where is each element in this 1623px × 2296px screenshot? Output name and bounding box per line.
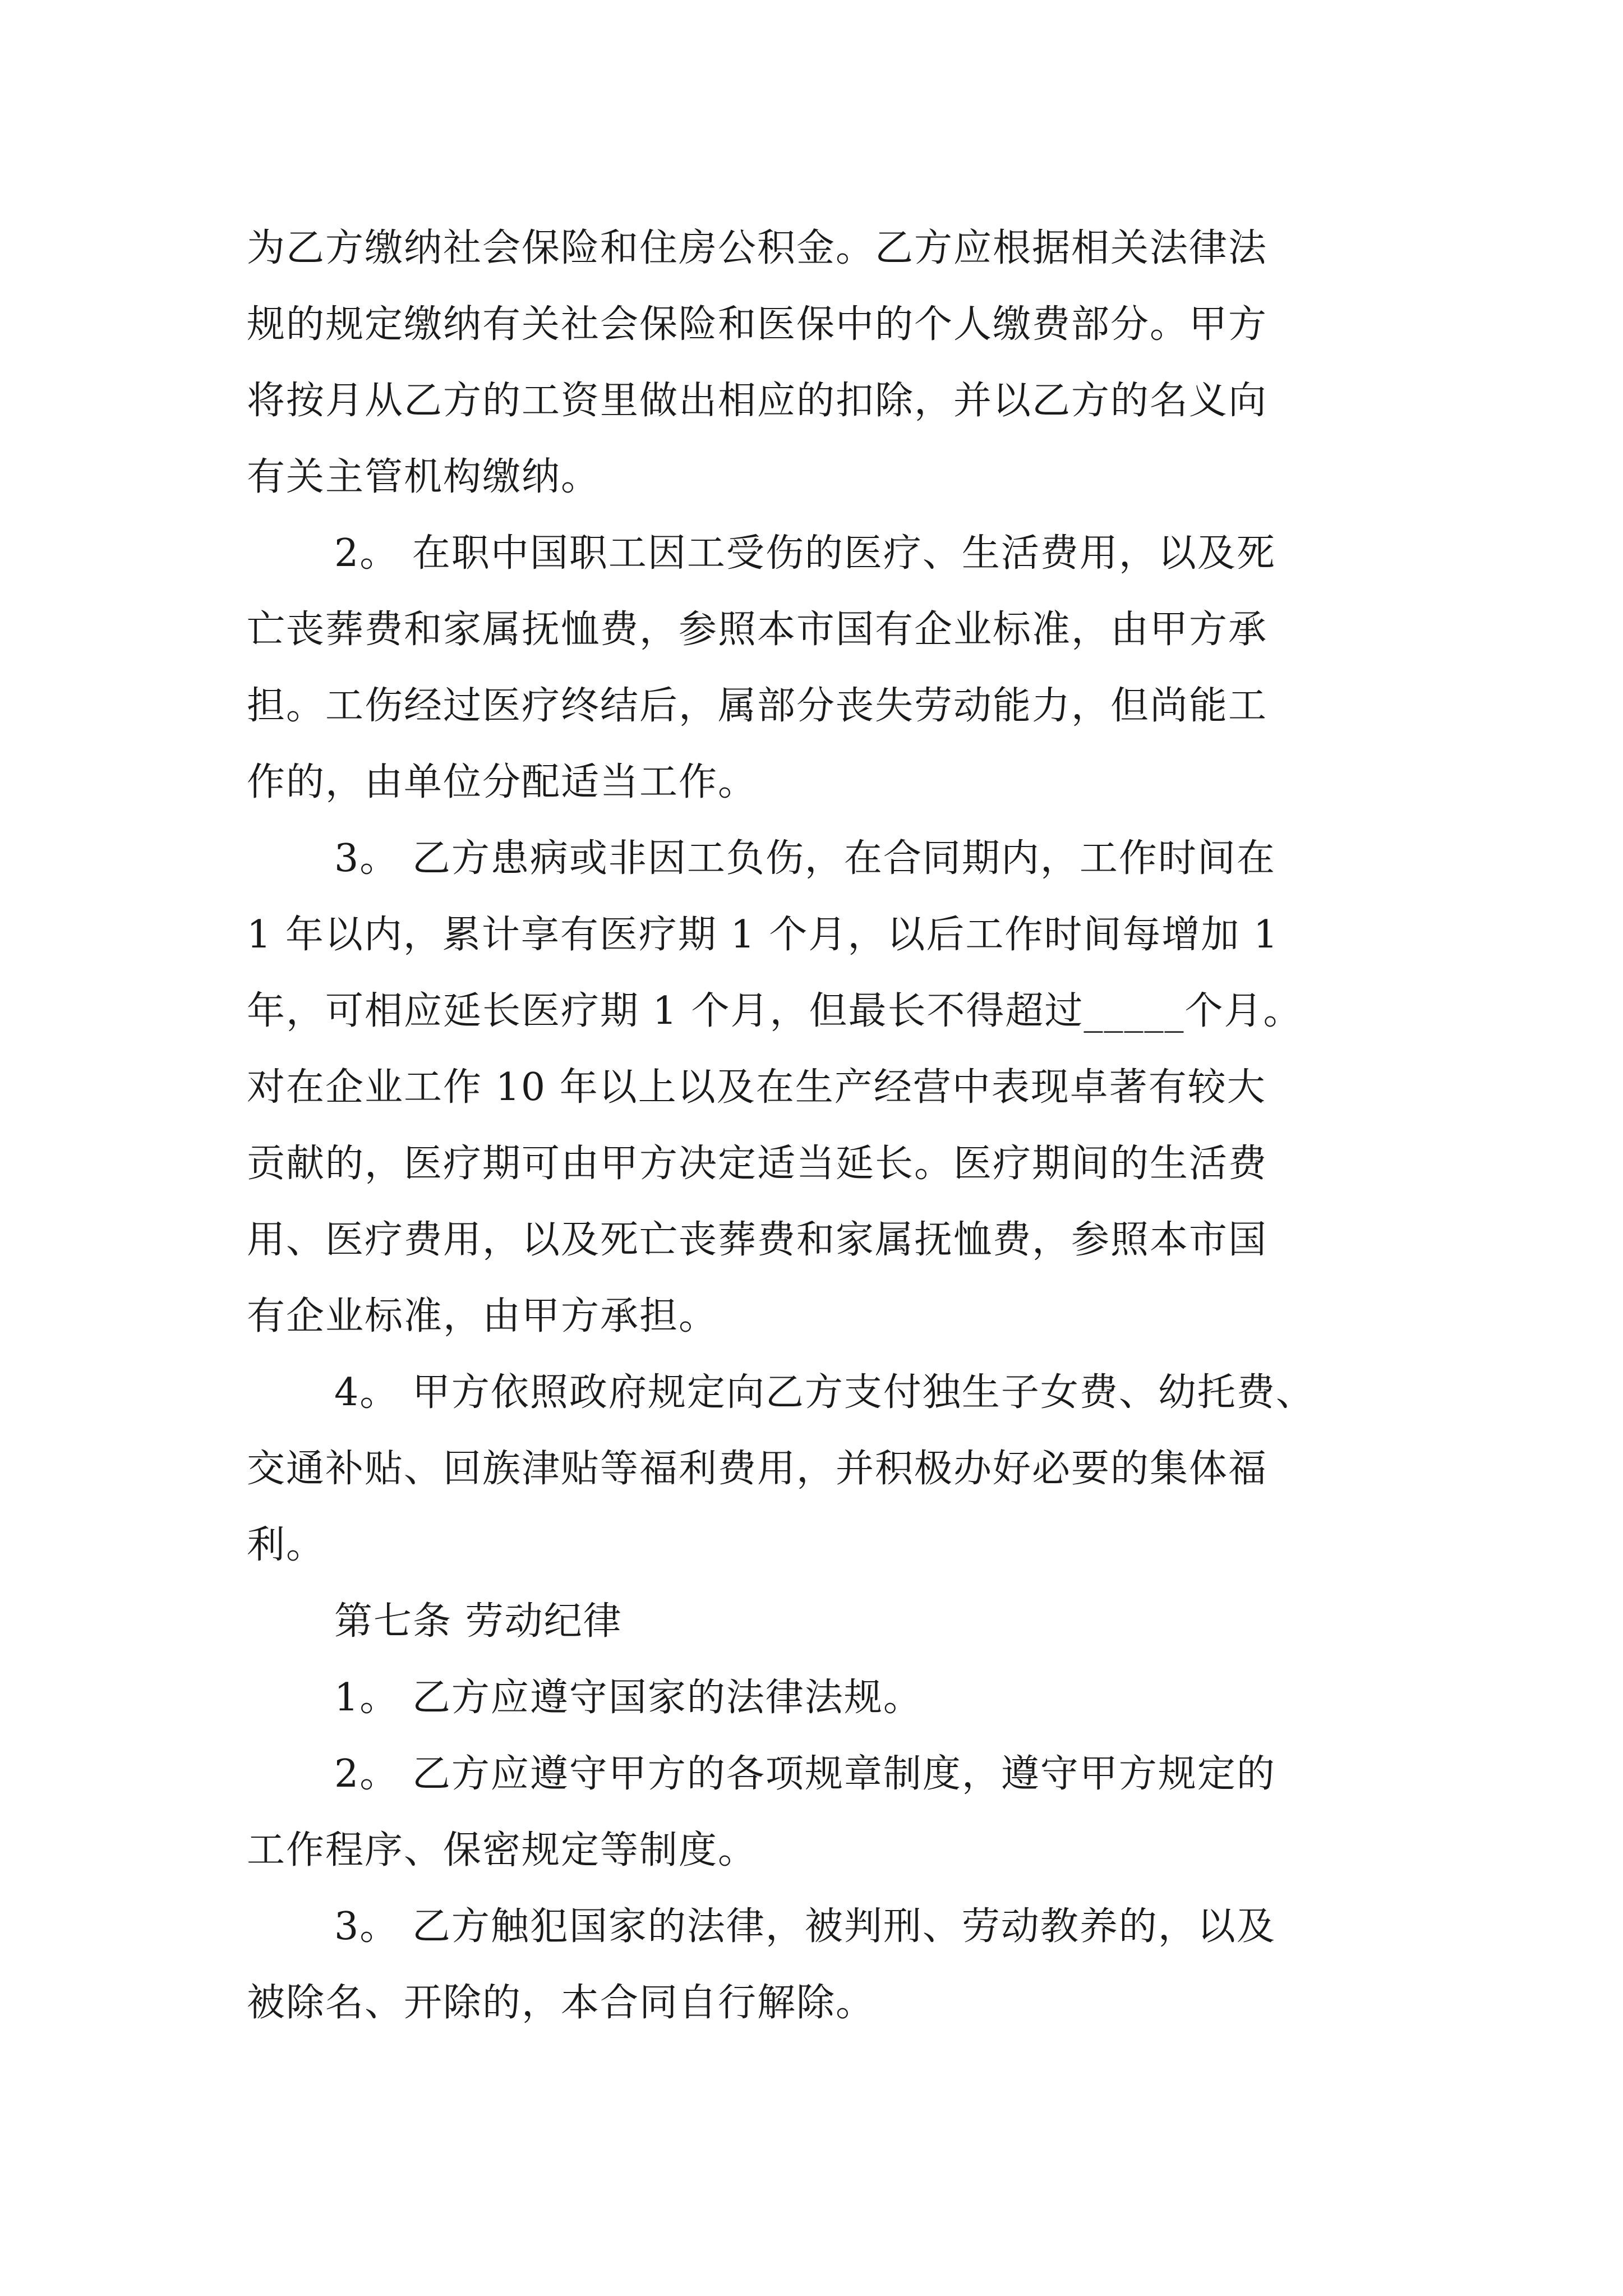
text-line: 1 年以内，累计享有医疗期 1 个月，以后工作时间每增加 1 bbox=[247, 913, 1279, 957]
text-line: 年，可相应延长医疗期 1 个月，但最长不得超过_____个月。 bbox=[247, 989, 1303, 1033]
text-line: 1。 乙方应遵守国家的法律法规。 bbox=[334, 1676, 923, 1720]
text-line: 3。 乙方患病或非因工负伤，在合同期内，工作时间在 bbox=[334, 836, 1276, 881]
text-line: 为乙方缴纳社会保险和住房公积金。乙方应根据相关法律法 bbox=[247, 226, 1268, 270]
section-heading: 第七条 劳动纪律 bbox=[334, 1599, 623, 1644]
text-line: 4。 甲方依照政府规定向乙方支付独生子女费、幼托费、 bbox=[334, 1370, 1315, 1415]
document-body bbox=[247, 210, 1402, 2041]
text-line: 用、医疗费用，以及死亡丧葬费和家属抚恤费，参照本市国 bbox=[247, 1218, 1268, 1262]
text-line: 作的，由单位分配适当工作。 bbox=[247, 760, 758, 804]
text-line: 3。 乙方触犯国家的法律，被判刑、劳动教养的，以及 bbox=[334, 1904, 1276, 1949]
text-line: 亡丧葬费和家属抚恤费，参照本市国有企业标准，由甲方承 bbox=[247, 608, 1268, 652]
text-line: 规的规定缴纳有关社会保险和医保中的个人缴费部分。甲方 bbox=[247, 302, 1268, 347]
text-line: 2。 乙方应遵守甲方的各项规章制度，遵守甲方规定的 bbox=[334, 1752, 1276, 1796]
text-line: 工作程序、保密规定等制度。 bbox=[247, 1828, 758, 1872]
text-line: 利。 bbox=[247, 1523, 326, 1567]
text-line: 将按月从乙方的工资里做出相应的扣除，并以乙方的名义向 bbox=[247, 379, 1268, 423]
text-line: 交通补贴、回族津贴等福利费用，并积极办好必要的集体福 bbox=[247, 1447, 1268, 1491]
text-line: 被除名、开除的，本合同自行解除。 bbox=[247, 1981, 875, 2025]
text-line: 2。 在职中国职工因工受伤的医疗、生活费用，以及死 bbox=[334, 531, 1276, 576]
text-line: 对在企业工作 10 年以上以及在生产经营中表现卓著有较大 bbox=[247, 1065, 1266, 1110]
text-line: 贡献的，医疗期可由甲方决定适当延长。医疗期间的生活费 bbox=[247, 1142, 1268, 1186]
text-line: 有关主管机构缴纳。 bbox=[247, 455, 601, 499]
text-line: 担。工伤经过医疗终结后，属部分丧失劳动能力，但尚能工 bbox=[247, 684, 1268, 728]
text-line: 有企业标准，由甲方承担。 bbox=[247, 1294, 718, 1338]
